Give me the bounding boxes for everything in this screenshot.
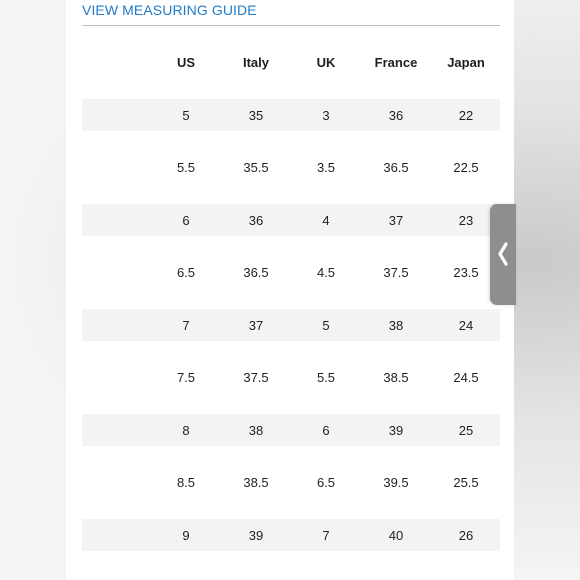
- table-cell: 5.5: [316, 370, 336, 385]
- table-row: [82, 257, 500, 289]
- table-cell: 24.5: [453, 370, 479, 385]
- table-cell: 36.5: [243, 265, 269, 280]
- table-cell: 37: [388, 212, 404, 228]
- table-cell: 38.5: [243, 475, 269, 490]
- table-row: [82, 309, 500, 341]
- table-cell: 7: [182, 317, 190, 333]
- side-panel-toggle-button[interactable]: [490, 204, 516, 305]
- table-row: [82, 362, 500, 394]
- table-cell: 7: [322, 527, 330, 543]
- table-cell: 3.5: [316, 160, 336, 175]
- table-header-row: [82, 42, 500, 83]
- table-cell: 5.5: [176, 160, 196, 175]
- table-cell: 39.5: [383, 475, 409, 490]
- table-cell: 23: [458, 212, 474, 228]
- table-cell: 35: [248, 107, 264, 123]
- table-cell: 38: [248, 422, 264, 438]
- table-cell: 36: [248, 212, 264, 228]
- table-cell: 23.5: [453, 265, 479, 280]
- table-row: [82, 204, 500, 236]
- table-cell: 5: [182, 107, 190, 123]
- table-cell: 38: [388, 317, 404, 333]
- table-cell: 8.5: [176, 475, 196, 490]
- column-header-uk: UK: [316, 55, 336, 70]
- table-row: [82, 467, 500, 499]
- table-cell: 37.5: [383, 265, 409, 280]
- table-row: [82, 519, 500, 551]
- table-cell: 36: [388, 107, 404, 123]
- table-cell: 40: [388, 527, 404, 543]
- table-row: [82, 414, 500, 446]
- table-cell: 6: [322, 422, 330, 438]
- view-measuring-guide-link[interactable]: VIEW MEASURING GUIDE: [82, 2, 257, 18]
- table-cell: 6.5: [176, 265, 196, 280]
- table-cell: 36.5: [383, 160, 409, 175]
- table-cell: 22: [458, 107, 474, 123]
- table-cell: 8: [182, 422, 190, 438]
- table-cell: 5: [322, 317, 330, 333]
- table-cell: 6: [182, 212, 190, 228]
- size-conversion-table: [82, 42, 500, 551]
- table-cell: 3: [322, 107, 330, 123]
- table-cell: 7.5: [176, 370, 196, 385]
- table-cell: 35.5: [243, 160, 269, 175]
- table-cell: 25.5: [453, 475, 479, 490]
- table-cell: 38.5: [383, 370, 409, 385]
- column-header-france: France: [374, 55, 418, 70]
- table-cell: 37: [248, 317, 264, 333]
- table-cell: 9: [182, 527, 190, 543]
- table-cell: 22.5: [453, 160, 479, 175]
- table-cell: 6.5: [316, 475, 336, 490]
- table-cell: 39: [388, 422, 404, 438]
- table-cell: 25: [458, 422, 474, 438]
- table-cell: 24: [458, 317, 474, 333]
- divider: [82, 25, 500, 26]
- chevron-left-icon: [494, 238, 512, 270]
- table-cell: 4.5: [316, 265, 336, 280]
- table-cell: 37.5: [243, 370, 269, 385]
- column-header-japan: Japan: [447, 55, 485, 70]
- column-header-italy: Italy: [242, 55, 269, 70]
- table-row: [82, 152, 500, 184]
- table-row: [82, 99, 500, 131]
- table-cell: 4: [322, 212, 330, 228]
- table-cell: 26: [458, 527, 474, 543]
- column-header-us: US: [176, 55, 196, 70]
- table-cell: 39: [248, 527, 264, 543]
